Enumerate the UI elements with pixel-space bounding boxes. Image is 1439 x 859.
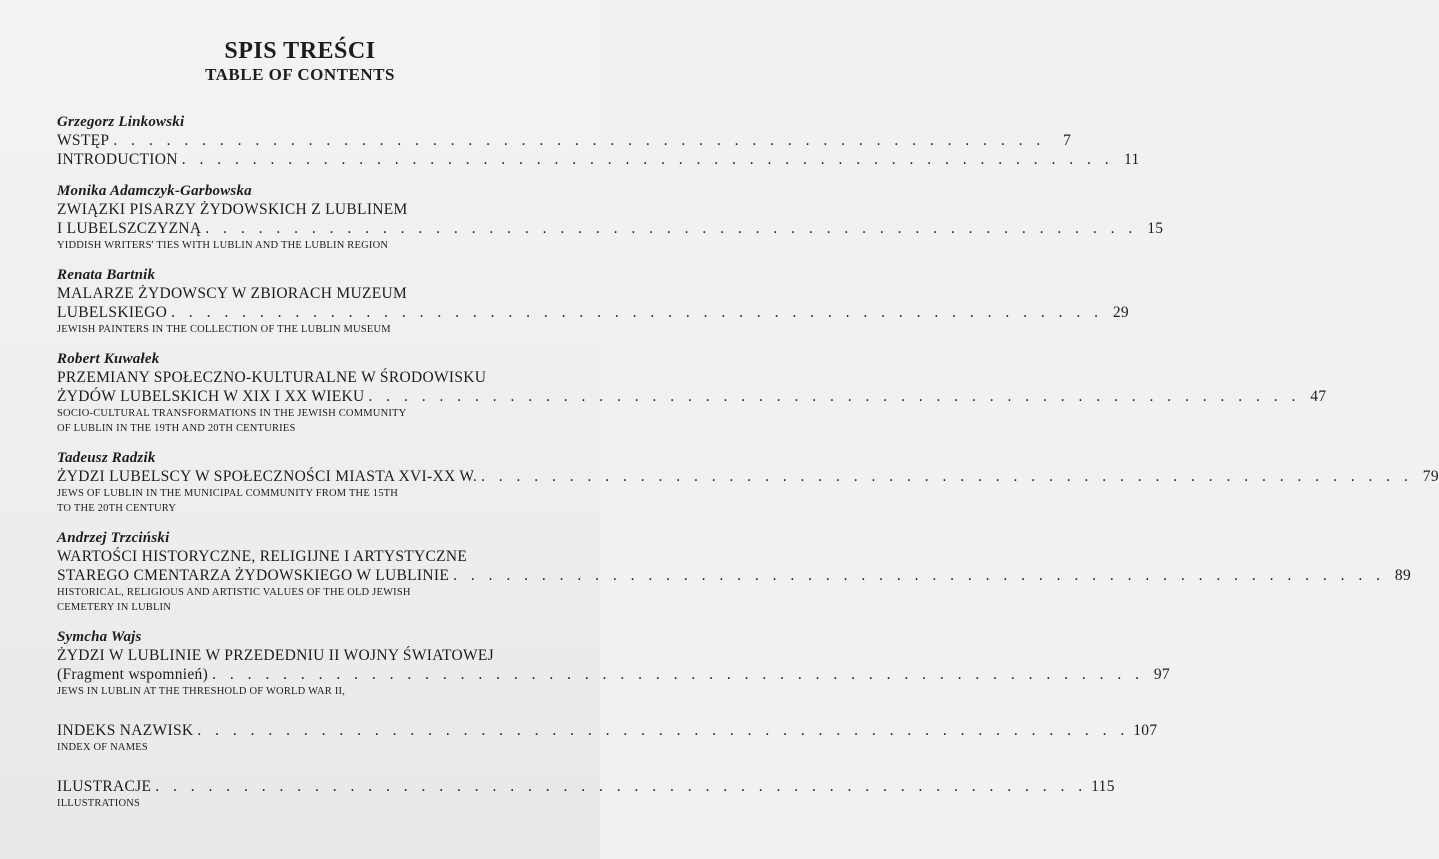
toc-author: Monika Adamczyk-Garbowska [57, 183, 252, 199]
toc-title-line [57, 131, 1072, 150]
toc-leader-dots: . . . . . . . . . . . . . . . . . . . . . . . . . . . . . . . . . . . . . . . . . . . . . . . . . . . . . [197, 722, 1130, 739]
toc-entry [57, 350, 1327, 436]
toc-leader-dots: . . . . . . . . . . . . . . . . . . . . . . . . . . . . . . . . . . . . . . . . . . . . . . . . . . . . . [453, 567, 1385, 584]
toc-english-title: JEWS OF LUBLIN IN THE MUNICIPAL COMMUNITY FROM THE 15TH [57, 488, 399, 499]
toc-title-line [57, 303, 1129, 322]
toc-page-number: 29 [1112, 304, 1129, 321]
table-of-contents [57, 113, 1439, 824]
toc-title-text: ŻYDZI LUBELSCY W SPOŁECZNOŚCI MIASTA XVI-XX W. [57, 468, 478, 485]
toc-page-number: 89 [1394, 567, 1411, 584]
toc-entry [57, 777, 1115, 811]
toc-english-title: JEWS IN LUBLIN AT THE THRESHOLD OF WORLD WAR II, [57, 686, 346, 697]
toc-title-line [57, 150, 1140, 169]
toc-title-line [57, 721, 1158, 740]
toc-english-title: ILLUSTRATIONS [57, 798, 141, 809]
toc-title-line [57, 547, 553, 566]
toc-page-number: 47 [1310, 388, 1327, 405]
toc-entry [57, 113, 1140, 169]
toc-title-text: INDEKS NAZWISK [57, 722, 194, 739]
page-title: SPIS TREŚCI [224, 38, 376, 64]
toc-entry [57, 266, 1129, 337]
toc-author: Robert Kuwałek [57, 351, 160, 367]
toc-entry [57, 721, 1158, 755]
toc-english-title: CEMETERY IN LUBLIN [57, 602, 172, 613]
toc-page-number: 115 [1091, 778, 1115, 795]
toc-english-title: YIDDISH WRITERS' TIES WITH LUBLIN AND THE LUBLIN REGION [57, 240, 389, 251]
toc-title-line [57, 646, 553, 665]
toc-english-title: JEWISH PAINTERS IN THE COLLECTION OF THE LUBLIN MUSEUM [57, 324, 391, 335]
toc-author: Andrzej Trzciński [57, 530, 170, 546]
toc-page-number: 107 [1133, 722, 1158, 739]
toc-title-text: STAREGO CMENTARZA ŻYDOWSKIEGO W LUBLINIE [57, 567, 450, 584]
toc-title-text: MALARZE ŻYDOWSCY W ZBIORACH MUZEUM [57, 285, 408, 302]
toc-title-text: I LUBELSZCZYZNĄ [57, 220, 202, 237]
toc-title-text: (Fragment wspomnień) [57, 666, 209, 683]
toc-title-line [57, 284, 553, 303]
toc-author: Tadeusz Radzik [57, 450, 156, 466]
page-subtitle: TABLE OF CONTENTS [205, 65, 395, 84]
toc-title-line [57, 566, 1411, 585]
toc-title-text: ILUSTRACJE [57, 778, 152, 795]
title-block [0, 38, 600, 85]
toc-leader-dots: . . . . . . . . . . . . . . . . . . . . . . . . . . . . . . . . . . . . . . . . . . . . . . . . . . . . . [481, 468, 1413, 485]
toc-title-text: ŻYDÓW LUBELSKICH W XIX I XX WIEKU [57, 388, 365, 405]
toc-leader-dots: . . . . . . . . . . . . . . . . . . . . . . . . . . . . . . . . . . . . . . . . . . . . . . . . . . . . . [212, 666, 1144, 683]
toc-title-line [57, 467, 1439, 486]
toc-title-text: ZWIĄZKI PISARZY ŻYDOWSKICH Z LUBLINEM [57, 201, 408, 218]
toc-entry [57, 182, 1164, 253]
toc-author: Grzegorz Linkowski [57, 114, 185, 130]
toc-title-line [57, 368, 553, 387]
toc-entry [57, 449, 1439, 516]
toc-title-line [57, 777, 1115, 796]
toc-title-line [57, 219, 1164, 238]
toc-title-text: ŻYDZI W LUBLINIE W PRZEDEDNIU II WOJNY ŚWIATOWEJ [57, 647, 495, 664]
toc-english-title: TO THE 20TH CENTURY [57, 503, 177, 514]
toc-leader-dots: . . . . . . . . . . . . . . . . . . . . . . . . . . . . . . . . . . . . . . . . . . . . . . . . . . . . . [368, 388, 1301, 405]
toc-english-title: INDEX OF NAMES [57, 742, 148, 753]
toc-title-text: LUBELSKIEGO [57, 304, 168, 321]
toc-page-number: 15 [1147, 220, 1164, 237]
toc-title-text: PRZEMIANY SPOŁECZNO-KULTURALNE W ŚRODOWISKU [57, 369, 487, 386]
toc-author: Renata Bartnik [57, 267, 156, 283]
toc-title-text: WARTOŚCI HISTORYCZNE, RELIGIJNE I ARTYSTYCZNE [57, 548, 468, 565]
toc-leader-dots: . . . . . . . . . . . . . . . . . . . . . . . . . . . . . . . . . . . . . . . . . . . . . . . . . . . . . [205, 220, 1138, 237]
toc-author: Symcha Wajs [57, 629, 142, 645]
toc-page-number: 79 [1422, 468, 1439, 485]
toc-title-line [57, 200, 553, 219]
toc-title-text: WSTĘP [57, 132, 110, 149]
toc-title-text: INTRODUCTION [57, 151, 178, 168]
toc-english-title: SOCIO-CULTURAL TRANSFORMATIONS IN THE JEWISH COMMUNITY [57, 408, 407, 419]
toc-english-title: OF LUBLIN IN THE 19TH AND 20TH CENTURIES [57, 423, 296, 434]
toc-leader-dots: . . . . . . . . . . . . . . . . . . . . . . . . . . . . . . . . . . . . . . . . . . . . . . . . . . . . . [171, 304, 1103, 321]
toc-page-number: 11 [1124, 151, 1140, 168]
toc-page-number: 97 [1153, 666, 1170, 683]
toc-title-line [57, 387, 1327, 406]
toc-page-number: 7 [1063, 132, 1072, 149]
toc-entry [57, 628, 1170, 699]
toc-leader-dots: . . . . . . . . . . . . . . . . . . . . . . . . . . . . . . . . . . . . . . . . . . . . . . . . . . . . . [181, 151, 1114, 168]
toc-title-line [57, 665, 1170, 684]
toc-leader-dots: . . . . . . . . . . . . . . . . . . . . . . . . . . . . . . . . . . . . . . . . . . . . . . . . . . . . . [113, 132, 1046, 149]
toc-leader-dots: . . . . . . . . . . . . . . . . . . . . . . . . . . . . . . . . . . . . . . . . . . . . . . . . . . . . . [155, 778, 1088, 795]
toc-entry [57, 529, 1411, 615]
toc-english-title: HISTORICAL, RELIGIOUS AND ARTISTIC VALUES OF THE OLD JEWISH [57, 587, 411, 598]
